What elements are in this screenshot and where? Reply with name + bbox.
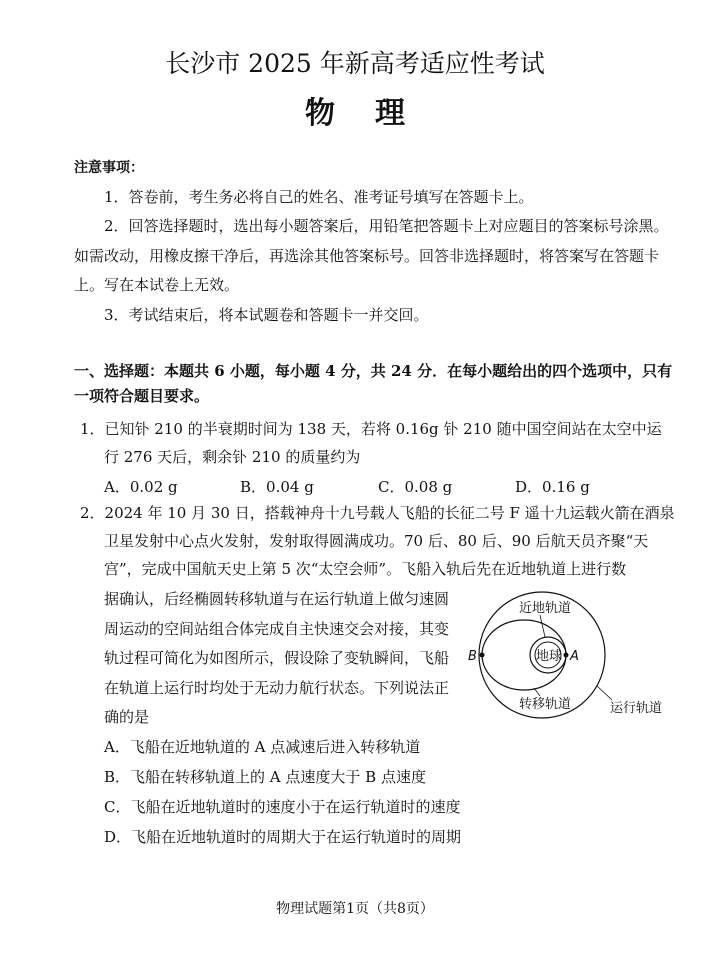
near-orbit-leader [540,615,545,637]
orbit-diagram [462,590,670,720]
transfer-orbit-leader [534,688,540,696]
q2-stem-line-7: 在轨道上运行时均处于无动力航行状态。下列说法正 [104,679,450,697]
notice-item-3: 3．考试结束后，将本试题卷和答题卡一并交回。 [104,306,429,324]
q2-stem-line-3: 宫”，完成中国航天史上第 5 次“太空会师”。飞船入轨后先在近地轨道上进行数 [104,560,627,578]
q2-option-a: A．飞船在近地轨道的 A 点减速后进入转移轨道 [104,738,421,756]
q2-option-c: C．飞船在近地轨道时的速度小于在运行轨道时的速度 [104,798,461,816]
q2-stem-line-8: 确的是 [104,708,150,726]
q2-option-b: B．飞船在转移轨道上的 A 点速度大于 B 点速度 [104,768,426,786]
q1-option-a: A．0.02 g [104,478,178,496]
notice-item-1: 1．答卷前，考生务必将自己的姓名、准考证号填写在答题卡上。 [104,188,534,206]
q2-stem-line-1: 2．2024 年 10 月 30 日，搭载神舟十九号载人飞船的长征二号 F 遥十九运载火箭在酒泉 [80,504,675,522]
q1-option-d: D．0.16 g [515,478,590,496]
subject-title: 物理 [305,96,445,131]
point-b-dot [480,653,485,658]
transfer-orbit-label: 转移轨道 [519,697,572,712]
q1-stem-line-2: 行 276 天后，剩余钋 210 的质量约为 [104,448,361,466]
q2-stem-line-2: 卫星发射中心点火发射，发射取得圆满成功。70 后、80 后、90 后航天员齐聚“天 [104,532,649,550]
notice-item-2-line-1: 2．回答选择题时，选出每小题答案后，用铅笔把答题卡上对应题目的答案标号涂黑。 [104,217,669,235]
run-orbit-label: 运行轨道 [610,701,663,716]
point-a-dot [564,653,569,658]
q2-option-d: D．飞船在近地轨道时的周期大于在运行轨道时的周期 [104,828,462,846]
section-1-heading-line-2: 一项符合题目要求。 [74,387,210,405]
q2-stem-line-4: 据确认，后经椭圆转移轨道与在运行轨道上做匀速圆 [104,590,450,608]
point-a-label: A [570,649,579,664]
near-orbit-label: 近地轨道 [519,601,572,616]
notice-item-2-line-2: 如需改动，用橡皮擦干净后，再选涂其他答案标号。回答非选择题时，将答案写在答题卡 [74,247,660,265]
point-b-label: B [468,649,477,664]
q1-stem-line-1: 1．已知钋 210 的半衰期时间为 138 天，若将 0.16g 钋 210 随中国空间站在太空中运 [80,420,662,438]
run-orbit-leader [597,686,612,700]
section-1-heading-line-1: 一、选择题：本题共 6 小题，每小题 4 分，共 24 分．在每小题给出的四个选项中，只有 [74,362,673,380]
q2-stem-line-6: 轨过程可简化为如图所示，假设除了变轨瞬间，飞船 [104,649,450,667]
notice-title: 注意事项： [74,160,144,176]
notice-item-2-line-3: 上。写在本试卷上无效。 [74,276,240,294]
q1-option-b: B．0.04 g [240,478,314,496]
q1-option-c: C．0.08 g [378,478,453,496]
earth-label: 地球 [536,649,563,664]
exam-title: 长沙市 2025 年新高考适应性考试 [165,49,545,78]
page-footer: 物理试题第1页（共8页） [276,901,434,917]
q2-stem-line-5: 周运动的空间站组合体完成自主快速交会对接，其变 [104,620,450,638]
